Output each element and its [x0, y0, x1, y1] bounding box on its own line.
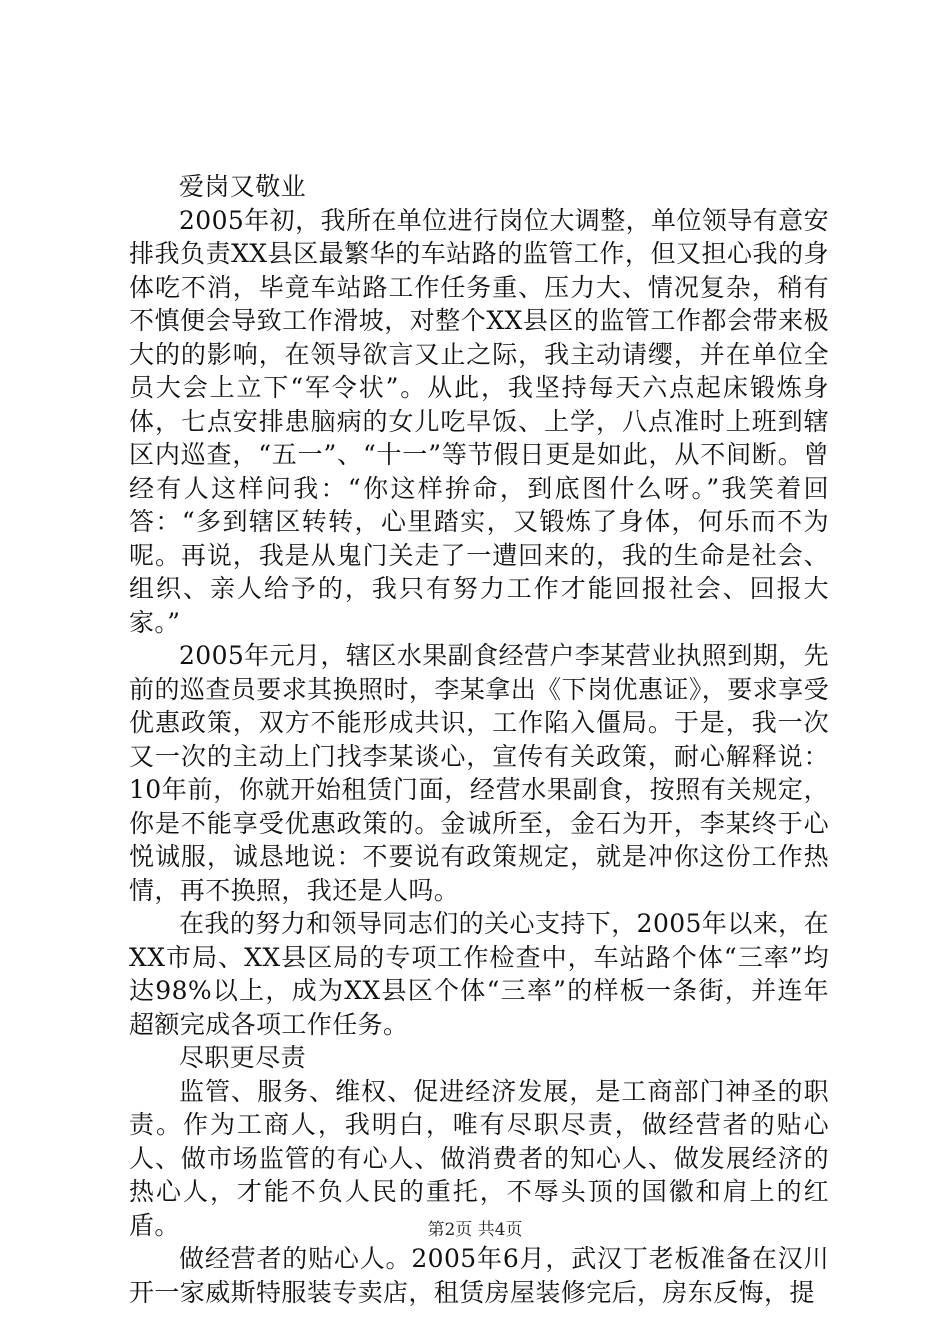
document-body — [129, 170, 829, 1309]
section-heading-duty: 尽职更尽责 — [179, 1043, 307, 1072]
body-paragraph: 在我的努力和领导同志们的关心支持下，2005年以来，在XX市局、XX县区局的专项工作检查中，车站路个体“三率”均达98%以上，成为XX县区个体“三率”的样板一条街，并连年超额完成各项工作任务。 — [129, 909, 829, 1039]
section-heading-dedication: 爱岗又敬业 — [179, 172, 307, 201]
body-paragraph: 做经营者的贴心人。2005年6月，武汉丁老板准备在汉川开一家威斯特服装专卖店，租赁房屋装修完后，房东反悔，提 — [129, 1244, 829, 1307]
page-number-footer: 第2页 共4页 — [427, 1220, 523, 1240]
body-paragraph: 2005年元月，辖区水果副食经营户李某营业执照到期，先前的巡查员要求其换照时，李某拿出《下岗优惠证》，要求享受优惠政策，双方不能形成共识，工作陷入僵局。于是，我一次又一次的主动上门找李某谈心，宣传有关政策，耐心解释说：10年前，你就开始租赁门面，经营水果副食，按照有关规定，你是不能享受优惠政策的。金诚所至，金石为开，李某终于心悦诚服，诚恳地说：不要说有政策规定，就是冲你这份工作热情，再不换照，我还是人吗。 — [129, 641, 829, 905]
body-paragraph: 监管、服务、维权、促进经济发展，是工商部门神圣的职责。作为工商人，我明白，唯有尽职尽责，做经营者的贴心人、做市场监管的有心人、做消费者的知心人、做发展经济的热心人，才能不负人民的重托，不辱头顶的国徽和肩上的红盾。 — [129, 1076, 829, 1240]
body-paragraph: 2005年初，我所在单位进行岗位大调整，单位领导有意安排我负责XX县区最繁华的车站路的监管工作，但又担心我的身体吃不消，毕竟车站路工作任务重、压力大、情况复杂，稍有不慎便会导致工作滑坡，对整个XX县区的监管工作都会带来极大的的影响，在领导欲言又止之际，我主动请缨，并在单位全员大会上立下“军令状”。从此，我坚持每天六点起床锻炼身体，七点安排患脑病的女儿吃早饭、上学，八点准时上班到辖区内巡查，“五一”、“十一”等节假日更是如此，从不间断。曾经有人这样问我：“你这样拚命，到底图什么呀。”我笑着回答：“多到辖区转转，心里踏实，又锻炼了身体，何乐而不为呢。再说，我是从鬼门关走了一遭回来的，我的生命是社会、组织、亲人给予的，我只有努力工作才能回报社会、回报大家。” — [129, 205, 829, 637]
